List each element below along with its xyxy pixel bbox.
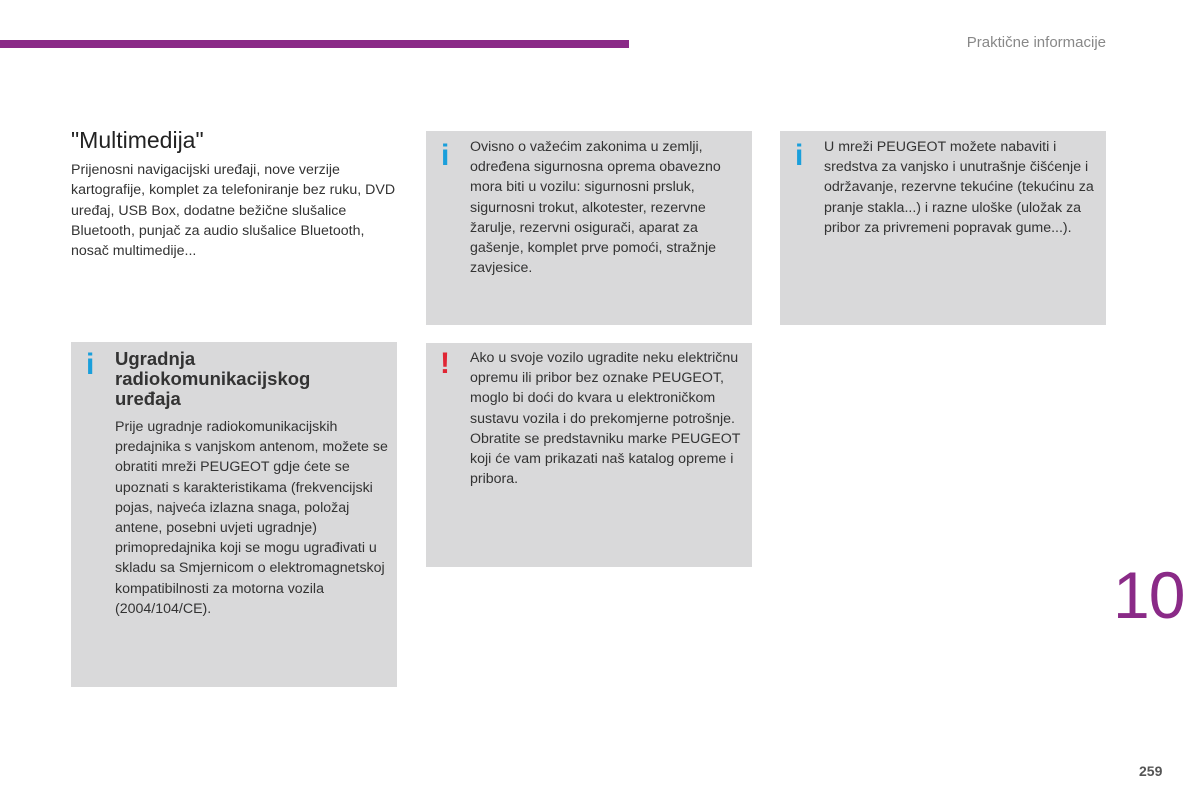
equipment-warning-box [426, 343, 752, 567]
header-accent-bar [0, 40, 629, 48]
info-icon: i [795, 139, 804, 172]
multimedia-description: Prijenosni navigacijski uređaji, nove verzije kartografije, komplet za telefoniranje bez ruku, DVD uređaj, USB Box, dodatne bežične slušalice Bluetooth, punjač za audio slušalice Bluetooth, nosač multimedije... [71, 162, 396, 260]
safety-equipment-info-box [426, 131, 752, 325]
warning-exclamation-icon: ! [440, 347, 450, 380]
section-header-title: Praktične informacije [966, 34, 1106, 51]
radio-installation-title: Ugradnja radiokomunikacijskog uređaja [115, 348, 311, 409]
info-icon: i [441, 139, 450, 172]
chapter-number: 10 [1113, 558, 1185, 632]
multimedia-heading: "Multimedija" [71, 127, 204, 153]
info-icon: i [86, 348, 95, 381]
network-products-info-box [780, 131, 1106, 325]
radio-installation-info-box [71, 342, 397, 687]
equipment-warning-text: Ako u svoje vozilo ugradite neku električnu opremu ili pribor bez oznake PEUGEOT, moglo bi doći do kvara u elektroničkom sustavu vozila i do prekomjerne potrošnje. Obratite se predstavniku marke PEUGEOT koji će vam prikazati naš katalog opreme i pribora. [470, 350, 741, 488]
radio-installation-text: Prije ugradnje radiokomunikacijskih predajnika s vanjskom antenom, možete se obratiti mreži PEUGEOT gdje ćete se upoznati s karakteristikama (frekvencijski pojas, najveća izlazna snaga, položaj antene, posebni uvjeti ugradnje) primopredajnika koji se mogu ugrađivati u skladu sa Smjernicom o elektromagnetskoj kompatibilnosti za motorna vozila (2004/104/CE). [115, 419, 388, 617]
safety-equipment-text: Ovisno o važećim zakonima u zemlji, određena sigurnosna oprema obavezno mora biti u vozilu: sigurnosni prsluk, sigurnosni trokut, alkotester, rezervne žarulje, rezervni osigurači, aparat za gašenje, komplet prve pomoći, stražnje zavjesice. [470, 139, 721, 277]
network-products-text: U mreži PEUGEOT možete nabaviti i sredstva za vanjsko i unutrašnje čišćenje i održavanje, rezervne tekućine (tekućinu za pranje stakla...) i razne uloške (uložak za pribor za privremeni popravak gume...). [824, 139, 1094, 236]
page-number: 259 [1139, 763, 1163, 779]
